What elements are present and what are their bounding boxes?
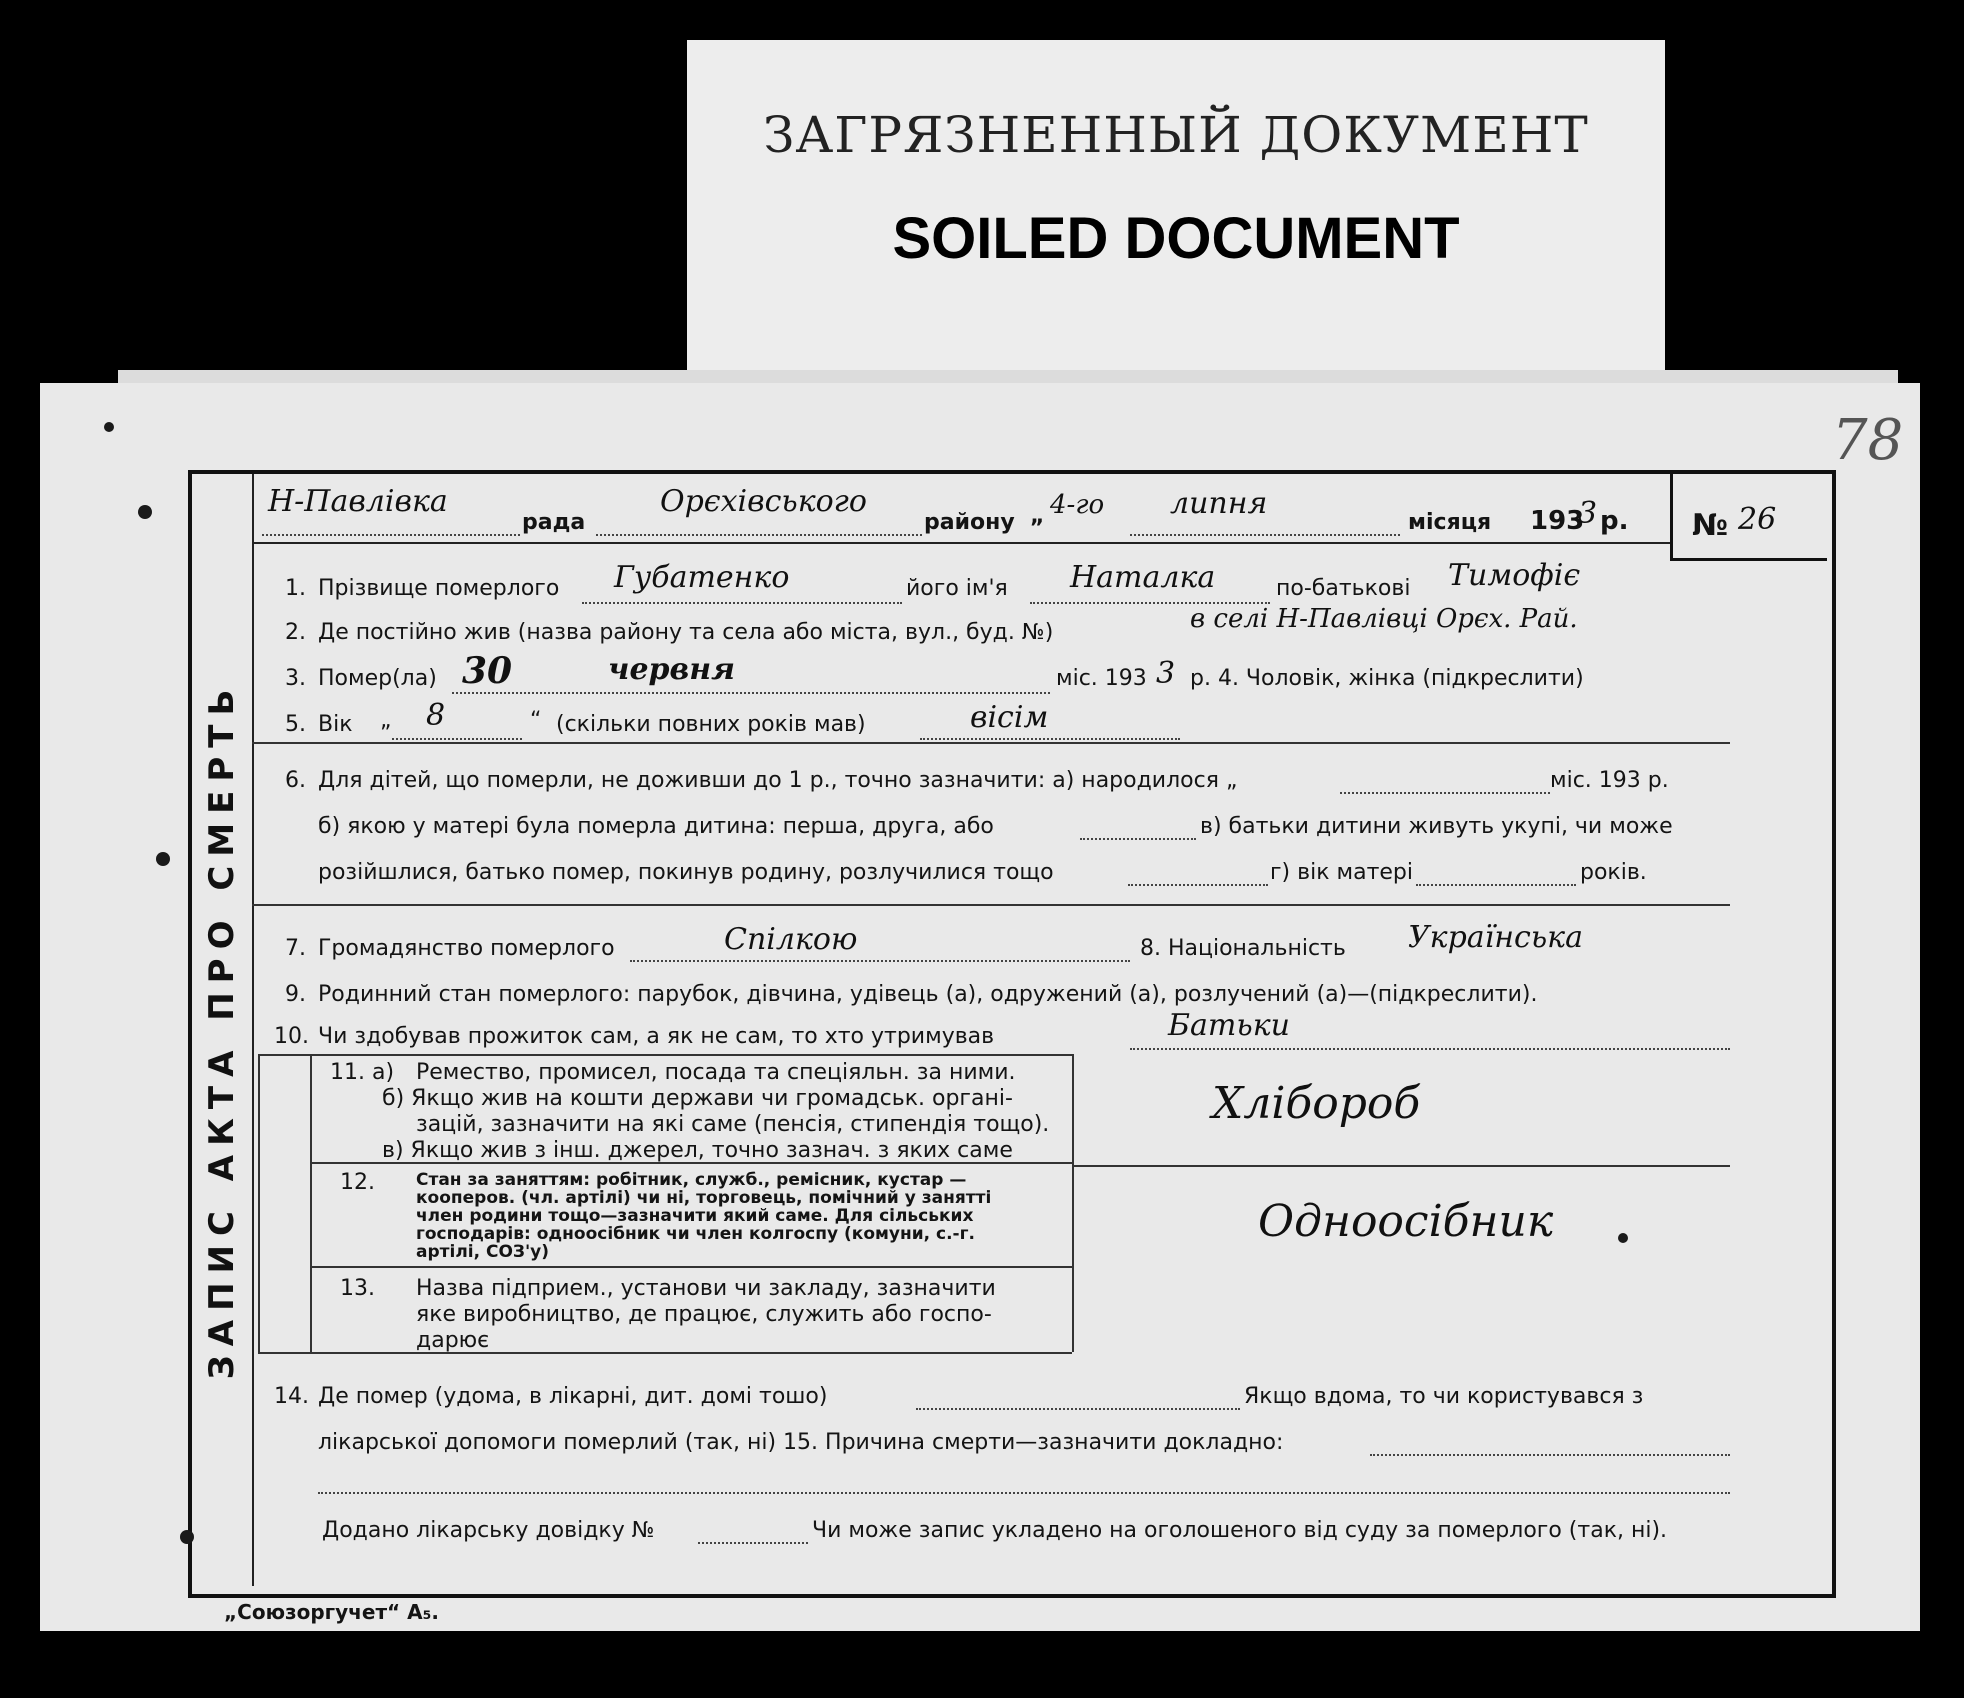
children-line2b: в) батьки дитини живуть укупі, чи може — [1200, 814, 1673, 839]
sex-label: р. 4. Чоловік, жінка (підкреслити) — [1190, 666, 1584, 691]
punch-hole — [180, 1530, 194, 1544]
day-handwritten: 4-го — [1050, 490, 1105, 520]
residence-label: Де постійно жив (назва району та села або міста, вул., буд. №) — [318, 620, 1054, 645]
vertical-title: ЗАПИС АКТА ПРО СМЕРТЬ — [202, 680, 242, 1380]
row7-number: 7. — [285, 936, 306, 961]
age-line — [392, 738, 522, 740]
children-line1-tail: міс. 193 р. — [1550, 768, 1669, 793]
died-label: Помер(ла) — [318, 666, 437, 691]
block-left — [258, 1054, 260, 1352]
row1-number: 1. — [285, 576, 306, 601]
soiled-document-label — [687, 40, 1665, 385]
workplace-line3: дарює — [416, 1328, 490, 1353]
row3-number: 3. — [285, 666, 306, 691]
status-line2: кооперов. (чл. артілі) чи ні, торговець, помічний у занятті — [416, 1188, 992, 1208]
row13-number: 13. — [340, 1276, 375, 1301]
year-prefix: 193 — [1530, 506, 1585, 536]
occupation-b1: б) Якщо жив на кошти держави чи громадськ. органі- — [382, 1086, 1013, 1111]
block-top — [258, 1054, 1072, 1056]
status-line5: артілі, СОЗ'у) — [416, 1242, 550, 1262]
patronymic-label: по-батькові — [1276, 576, 1411, 601]
district-line — [596, 534, 922, 536]
row11-number: 11. а) — [330, 1060, 395, 1085]
citizenship-handwritten: Спілкою — [724, 922, 858, 957]
row5-number: 5. — [285, 712, 306, 737]
name-handwritten: Наталка — [1070, 560, 1216, 595]
medical-help-label: Якщо вдома, то чи користувався з — [1244, 1384, 1644, 1409]
livelihood-handwritten: Батьки — [1168, 1008, 1290, 1043]
death-month-handwritten: червня — [608, 652, 735, 687]
place-of-death-label: Де помер (удома, в лікарні, дит. домі тошо) — [318, 1384, 828, 1409]
cause-line — [318, 1492, 1730, 1494]
punch-hole — [1618, 1233, 1628, 1243]
year-handwritten: 3 — [1578, 496, 1598, 531]
certificate-label: Додано лікарську довідку № — [322, 1518, 655, 1543]
cause-line — [1370, 1454, 1730, 1456]
children-line2a: б) якою у матері була померла дитина: перша, друга, або — [318, 814, 994, 839]
workplace-line2: яке виробництво, де працює, служить або госпо- — [416, 1302, 992, 1327]
court-record-label: Чи може запис укладено на оголошеного від суду за померлого (так, ні). — [812, 1518, 1668, 1543]
nationality-handwritten: Українська — [1408, 920, 1583, 955]
council-handwritten: Н-Павлівка — [268, 484, 448, 519]
cause-of-death-label: лікарської допомоги померлий (так, ні) 15. Причина смерти—зазначити докладно: — [318, 1430, 1284, 1455]
occupation-b2: зацій, зазначити на які саме (пенсія, стипендія тощо). — [416, 1112, 1050, 1137]
corner-mark: 78 — [1832, 408, 1904, 473]
divider — [252, 742, 1730, 744]
citizenship-line — [630, 960, 1130, 962]
month-handwritten: липня — [1170, 486, 1268, 521]
occupation-c: в) Якщо жив з інш. джерел, точно зазнач. з яких саме — [382, 1138, 1013, 1163]
name-label: його ім'я — [906, 576, 1008, 601]
punch-hole — [138, 505, 152, 519]
occupation-a: Ремество, промисел, посада та спеціяльн. за ними. — [416, 1060, 1016, 1085]
patronymic-handwritten: Тимофіє — [1448, 558, 1581, 593]
age-quote-close: “ — [530, 708, 542, 733]
livelihood-label: Чи здобував прожиток сам, а як не сам, то хто утримував — [318, 1024, 995, 1049]
row12-number: 12. — [340, 1170, 375, 1195]
children-line3b: г) вік матері — [1270, 860, 1413, 885]
status-line3: член родини тощо—зазначити який саме. Для сільських — [416, 1206, 974, 1226]
age-quote-open: „ — [380, 708, 392, 733]
nationality-label: 8. Національність — [1140, 936, 1346, 961]
death-month-label: міс. 193 — [1056, 666, 1147, 691]
day-quote: „ — [1030, 504, 1045, 529]
misyatsya-label: місяця — [1408, 510, 1492, 535]
council-line — [262, 534, 520, 536]
label-russian: ЗАГРЯЗНЕННЫЙ ДОКУМЕНТ — [763, 106, 1589, 164]
workplace-line1: Назва підприем., установи чи закладу, зазначити — [416, 1276, 996, 1301]
place-of-death-line — [916, 1408, 1240, 1410]
row6-number: 6. — [285, 768, 306, 793]
parents-status-line — [1128, 884, 1268, 886]
residence-handwritten: в селі Н-Павлівці Орєх. Рай. — [1190, 604, 1578, 634]
block-bottom — [258, 1352, 1072, 1354]
number-label: № — [1692, 508, 1729, 543]
age-words-line — [920, 738, 1180, 740]
citizenship-label: Громадянство померлого — [318, 936, 615, 961]
row10-number: 10. — [274, 1024, 309, 1049]
death-date-line — [452, 692, 1050, 694]
surname-line — [582, 602, 902, 604]
marital-status-label: Родинний стан померлого: парубок, дівчина, удівець (а), одружений (а), розлучений (а)—(підкреслити). — [318, 982, 1538, 1007]
label-english: SOILED DOCUMENT — [892, 206, 1460, 271]
death-year-handwritten: 3 — [1156, 656, 1176, 691]
number-handwritten: 26 — [1738, 502, 1777, 537]
birth-date-line — [1340, 792, 1550, 794]
birth-order-line — [1080, 838, 1196, 840]
age-handwritten: 8 — [426, 698, 446, 733]
surname-handwritten: Губатенко — [614, 560, 790, 595]
status-line1: Стан за заняттям: робітник, служб., ремісник, кустар — — [416, 1170, 967, 1190]
children-line3c: років. — [1580, 860, 1647, 885]
divider — [252, 904, 1730, 906]
age-label: Вік — [318, 712, 353, 737]
age-note: (скільки повних років мав) — [556, 712, 866, 737]
livelihood-line — [1130, 1048, 1730, 1050]
divider — [1072, 1165, 1730, 1167]
death-day-handwritten: 30 — [462, 650, 513, 692]
row2-number: 2. — [285, 620, 306, 645]
row14-number: 14. — [274, 1384, 309, 1409]
block-divider — [310, 1266, 1072, 1268]
rayonu-label: району — [924, 510, 1015, 535]
row9-number: 9. — [285, 982, 306, 1007]
year-suffix: р. — [1600, 506, 1629, 536]
age-words-handwritten: вісім — [970, 700, 1049, 735]
rada-label: рада — [522, 510, 586, 535]
mother-age-line — [1416, 884, 1576, 886]
block-side-divider — [310, 1054, 312, 1352]
block-right — [1072, 1054, 1074, 1352]
month-line — [1130, 534, 1400, 536]
punch-hole — [156, 852, 170, 866]
district-handwritten: Орєхівського — [660, 484, 867, 519]
certificate-line — [698, 1542, 808, 1544]
status-handwritten: Одноосібник — [1258, 1196, 1554, 1247]
occupation-handwritten: Хлібороб — [1212, 1078, 1421, 1129]
printer-mark: „Союзоргучет“ А₅. — [224, 1600, 439, 1624]
punch-hole — [104, 422, 114, 432]
children-line1: Для дітей, що померли, не доживши до 1 р., точно зазначити: а) народилося „ — [318, 768, 1238, 793]
surname-label: Прізвище померлого — [318, 576, 560, 601]
children-line3a: розійшлися, батько помер, покинув родину, розлучилися тощо — [318, 860, 1054, 885]
status-line4: господарів: одноосібник чи член колгоспу (комуни, с.-г. — [416, 1224, 975, 1244]
